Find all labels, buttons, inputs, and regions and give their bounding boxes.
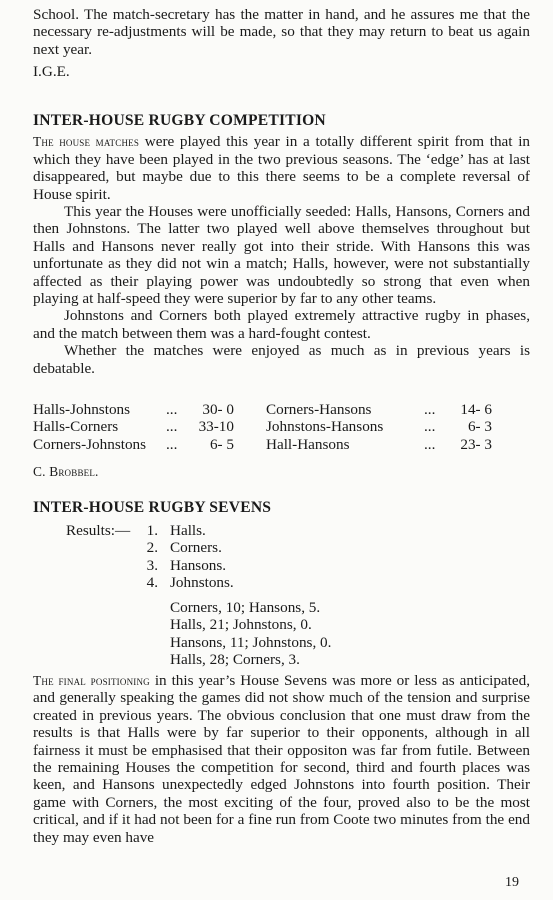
match-name: Hall-Hansons xyxy=(266,435,350,453)
placing-rank: 1. xyxy=(146,522,158,539)
placing-house: Corners. xyxy=(170,539,222,557)
paragraph-lead-smallcaps: The final positioning xyxy=(33,673,150,688)
placing-house: Johnstons. xyxy=(170,574,234,592)
leader-dots: ... xyxy=(166,435,178,453)
sevens-scores-list xyxy=(170,599,331,669)
leader-dots: ... xyxy=(424,418,436,436)
intro-section xyxy=(33,6,530,81)
match-score: 23- 3 xyxy=(460,435,492,453)
leader-dots: ... xyxy=(166,401,178,418)
placing-rank: 3. xyxy=(146,556,158,574)
placing-house: Halls. xyxy=(170,522,206,539)
intro-paragraph: School. The match-secretary has the matter in hand, and he assures me that the necessary re-adjustments will be made, so that they may return to beat us again next year. xyxy=(33,6,530,58)
leader-dots: ... xyxy=(424,401,436,418)
sevens-match-score: Halls, 21; Johnstons, 0. xyxy=(170,616,312,634)
rugby-results-table xyxy=(33,401,492,453)
rugby-competition-section xyxy=(33,112,530,377)
paragraph-lead-smallcaps: The house matches xyxy=(33,134,140,150)
result-row xyxy=(33,418,492,435)
placing-rank: 4. xyxy=(146,574,158,592)
rugby-sevens-section xyxy=(33,499,530,516)
section-heading-rugby-competition: INTER-HOUSE RUGBY COMPETITION xyxy=(33,112,326,129)
sevens-match-score: Hansons, 11; Johnstons, 0. xyxy=(170,633,332,651)
paragraph-seeding: This year the Houses were unofficially seeded: Halls, Hansons, Corners and then Johnstons. The latter two played well above themselves throughout but Halls and Hansons never really got into their stride. With Hansons this was unfortunate as they did not win a match; Halls, however, were not substantially affected as their playing power was undoubtedly so strong that even when playing at half-speed they were superior by far to any other teams. xyxy=(33,203,530,308)
match-score: 6- 3 xyxy=(467,418,492,436)
match-name: Corners-Hansons xyxy=(266,401,372,418)
match-score: 6- 5 xyxy=(209,435,234,453)
paragraph-text: were played this year in a totally different spirit from that in which they have been played in the two previous seasons. The ‘edge’ has at last disappeared, but maybe due to this there seems to be a complete reversal of House spirit. xyxy=(33,133,531,203)
paragraph-johnstons-corners: Johnstons and Corners both played extremely attractive rugby in phases, and the match between them was a hard-fought contest. xyxy=(33,307,530,342)
signature-brobbel-block xyxy=(33,463,530,480)
match-score: 14- 6 xyxy=(460,401,492,418)
leader-dots: ... xyxy=(166,418,178,436)
sevens-match-score: Corners, 10; Hansons, 5. xyxy=(170,599,321,616)
sevens-results-label: Results:— xyxy=(66,522,131,539)
result-row xyxy=(33,436,492,453)
sevens-match-score: Halls, 28; Corners, 3. xyxy=(170,651,300,669)
match-name: Halls-Corners xyxy=(33,418,119,436)
paragraph-enjoyment: Whether the matches were enjoyed as much as in previous years is debatable. xyxy=(33,342,530,377)
paragraph-final-positioning xyxy=(33,672,530,846)
signature-ige: I.G.E. xyxy=(33,63,70,81)
match-score: 33-10 xyxy=(198,418,234,436)
paragraph-house-matches xyxy=(33,133,530,203)
match-name: Halls-Johnstons xyxy=(33,401,131,418)
match-score: 30- 0 xyxy=(202,401,234,418)
signature-brobbel xyxy=(33,463,530,480)
page-number: 19 xyxy=(505,875,519,890)
signature-brobbel-text: C. Brobbel. xyxy=(33,464,99,479)
match-name: Corners-Johnstons xyxy=(33,435,147,453)
match-name: Johnstons-Hansons xyxy=(266,418,384,436)
paragraph-text: in this year’s House Sevens was more or less as anticipated, and generally speaking the games did not show much of the tension and surprise created in previous years. The obvious conclusion that one must draw from the results is that Halls were by far superior to their opponents, although in all fairness it must be emphasised that their oppositon was far from futile. Between the remaining Houses the competition for second, third and fourth places was keen, and Hansons unexpectedly edged Johnstons into fourth position. Their game with Corners, the most exciting of the four, proved also to be the most critical, and if it had not been for a fine run from Coote two minutes from the end they may even have xyxy=(33,672,530,846)
leader-dots: ... xyxy=(424,435,436,453)
placing-house: Hansons. xyxy=(170,556,227,574)
placing-rank: 2. xyxy=(146,539,158,557)
section-heading-rugby-sevens: INTER-HOUSE RUGBY SEVENS xyxy=(33,499,272,516)
final-positioning-section xyxy=(33,672,530,846)
result-row xyxy=(33,401,492,418)
